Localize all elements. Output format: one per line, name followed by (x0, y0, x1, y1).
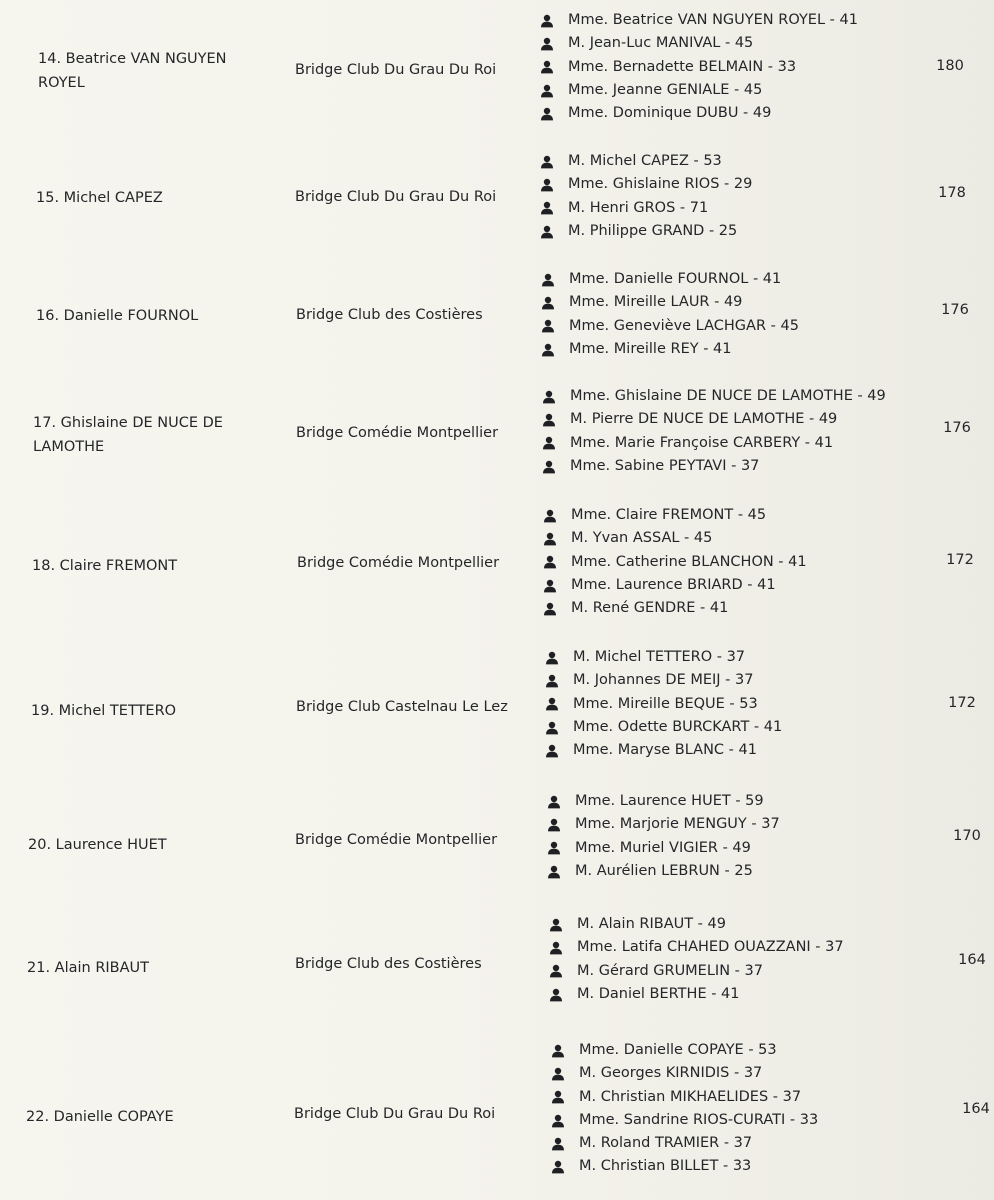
member-name: Mme. Mireille REY - 41 (569, 340, 732, 357)
person-icon (549, 918, 563, 932)
member-name: Mme. Odette BURCKART - 41 (573, 718, 783, 735)
person-icon (540, 14, 554, 28)
member-item (545, 739, 782, 762)
team-name: 14. Beatrice VAN NGUYEN ROYEL (38, 51, 227, 91)
team-points: 178 (938, 185, 966, 201)
person-icon (551, 1067, 565, 1081)
member-name: Mme. Claire FREMONT - 45 (571, 507, 767, 523)
member-list (540, 150, 752, 243)
team-name: 18. Claire FREMONT (32, 558, 178, 574)
member-item (540, 102, 858, 125)
member-item (545, 693, 782, 716)
member-name: M. Christian BILLET - 33 (579, 1158, 752, 1175)
member-name: Mme. Sabine PEYTAVI - 37 (570, 457, 760, 474)
person-icon (542, 436, 556, 450)
member-list (541, 268, 799, 361)
person-icon (540, 201, 554, 215)
member-item (540, 150, 752, 173)
member-name: M. Michel CAPEZ - 53 (568, 153, 722, 169)
person-icon (547, 841, 561, 855)
member-name: Mme. Ghislaine RIOS - 29 (568, 176, 753, 193)
member-item (549, 913, 844, 936)
member-name: Mme. Marie Françoise CARBERY - 41 (570, 434, 834, 451)
team-club: Bridge Club des Costières (296, 307, 483, 323)
member-name: Mme. Beatrice VAN NGUYEN ROYEL - 41 (568, 12, 858, 28)
member-name: M. Gérard GRUMELIN - 37 (577, 962, 763, 979)
person-icon (542, 390, 556, 404)
team-points: 172 (948, 695, 976, 711)
person-icon (549, 941, 563, 955)
member-name: Mme. Jeanne GENIALE - 45 (568, 81, 763, 98)
member-item (543, 504, 807, 527)
person-icon (540, 37, 554, 51)
person-icon (540, 178, 554, 192)
person-icon (545, 744, 559, 758)
team-name: 16. Danielle FOURNOL (36, 308, 199, 324)
member-item (540, 79, 858, 102)
member-item (543, 597, 807, 620)
member-list (545, 646, 782, 762)
member-item (549, 983, 844, 1006)
member-item (543, 551, 807, 574)
team-points: 172 (946, 552, 974, 568)
member-item (541, 315, 799, 338)
team-name: 22. Danielle COPAYE (26, 1109, 174, 1125)
person-icon (542, 460, 556, 474)
person-icon (545, 697, 559, 711)
member-item (547, 860, 780, 883)
member-item (540, 197, 752, 220)
person-icon (547, 818, 561, 832)
member-name: M. Alain RIBAUT - 49 (577, 916, 726, 932)
member-item (540, 9, 858, 32)
team-points: 170 (953, 828, 981, 844)
member-item (551, 1132, 818, 1155)
member-name: Mme. Danielle COPAYE - 53 (579, 1042, 777, 1058)
member-item (545, 716, 782, 739)
person-icon (547, 795, 561, 809)
member-name: M. Jean-Luc MANIVAL - 45 (568, 35, 754, 52)
member-name: M. Pierre DE NUCE DE LAMOTHE - 49 (570, 411, 838, 428)
member-item (551, 1155, 818, 1178)
member-item (543, 527, 807, 550)
member-name: M. Christian MIKHAELIDES - 37 (579, 1088, 802, 1105)
member-list (547, 790, 780, 883)
member-list (540, 9, 858, 125)
team-club: Bridge Comédie Montpellier (297, 555, 500, 571)
member-name: Mme. Geneviève LACHGAR - 45 (569, 317, 799, 334)
member-item (545, 646, 782, 669)
member-item (547, 813, 780, 836)
team-points: 176 (941, 302, 969, 318)
member-name: Mme. Catherine BLANCHON - 41 (571, 553, 807, 570)
member-name: M. René GENDRE - 41 (571, 600, 729, 617)
member-name: Mme. Bernadette BELMAIN - 33 (568, 58, 797, 75)
member-item (540, 220, 752, 243)
member-list (549, 913, 844, 1006)
member-item (549, 960, 844, 983)
person-icon (545, 721, 559, 735)
team-points: 176 (943, 420, 971, 436)
team-points: 164 (958, 952, 986, 968)
person-icon (541, 343, 555, 357)
member-item (543, 574, 807, 597)
member-name: Mme. Laurence BRIARD - 41 (571, 576, 776, 593)
person-icon (543, 509, 557, 523)
person-icon (540, 60, 554, 74)
person-icon (551, 1090, 565, 1104)
person-icon (551, 1160, 565, 1174)
member-name: M. Johannes DE MEIJ - 37 (573, 672, 754, 689)
member-item (551, 1109, 818, 1132)
member-item (551, 1086, 818, 1109)
person-icon (549, 988, 563, 1002)
person-icon (551, 1137, 565, 1151)
person-icon (549, 964, 563, 978)
member-item (541, 291, 799, 314)
team-club: Bridge Club Du Grau Du Roi (294, 1106, 496, 1122)
person-icon (541, 319, 555, 333)
person-icon (540, 84, 554, 98)
member-name: M. Henri GROS - 71 (568, 199, 709, 216)
person-icon (540, 225, 554, 239)
team-club: Bridge Club Du Grau Du Roi (295, 189, 497, 205)
member-name: Mme. Marjorie MENGUY - 37 (575, 816, 780, 833)
team-name: 21. Alain RIBAUT (27, 960, 150, 976)
person-icon (547, 865, 561, 879)
member-item (551, 1062, 818, 1085)
member-name: M. Yvan ASSAL - 45 (571, 530, 713, 547)
member-item (551, 1039, 818, 1062)
member-list (543, 504, 807, 620)
team-club: Bridge Club Du Grau Du Roi (295, 62, 497, 78)
member-item (541, 338, 799, 361)
person-icon (545, 674, 559, 688)
member-name: Mme. Mireille BEQUE - 53 (573, 695, 758, 712)
member-name: Mme. Mireille LAUR - 49 (569, 294, 743, 311)
member-name: M. Georges KIRNIDIS - 37 (579, 1065, 763, 1082)
team-club: Bridge Club des Costières (295, 956, 482, 972)
member-name: Mme. Latifa CHAHED OUAZZANI - 37 (577, 939, 844, 956)
member-name: Mme. Sandrine RIOS-CURATI - 33 (579, 1111, 819, 1128)
member-name: M. Aurélien LEBRUN - 25 (575, 862, 753, 879)
member-item (549, 936, 844, 959)
member-item (542, 432, 886, 455)
member-list (551, 1039, 818, 1179)
member-name: Mme. Maryse BLANC - 41 (573, 742, 757, 759)
person-icon (540, 155, 554, 169)
member-name: M. Daniel BERTHE - 41 (577, 985, 740, 1002)
team-name: 19. Michel TETTERO (31, 703, 177, 719)
member-list (542, 385, 886, 478)
member-name: M. Roland TRAMIER - 37 (579, 1135, 753, 1152)
member-item (540, 173, 752, 196)
person-icon (543, 602, 557, 616)
member-item (542, 455, 886, 478)
person-icon (541, 273, 555, 287)
member-name: Mme. Ghislaine DE NUCE DE LAMOTHE - 49 (570, 388, 886, 404)
person-icon (543, 555, 557, 569)
member-name: Mme. Danielle FOURNOL - 41 (569, 271, 782, 287)
team-name: 17. Ghislaine DE NUCE DE LAMOTHE (33, 415, 223, 455)
team-club: Bridge Club Castelnau Le Lez (296, 699, 508, 715)
member-item (540, 56, 858, 79)
member-item (545, 669, 782, 692)
member-item (542, 408, 886, 431)
member-name: M. Philippe GRAND - 25 (568, 222, 738, 239)
member-name: M. Michel TETTERO - 37 (573, 649, 746, 665)
team-points: 180 (936, 58, 964, 74)
person-icon (542, 413, 556, 427)
member-name: Mme. Muriel VIGIER - 49 (575, 839, 751, 856)
person-icon (551, 1044, 565, 1058)
team-points: 164 (962, 1101, 990, 1117)
person-icon (541, 296, 555, 310)
team-club: Bridge Comédie Montpellier (296, 425, 499, 441)
person-icon (540, 107, 554, 121)
person-icon (551, 1114, 565, 1128)
team-name: 20. Laurence HUET (28, 837, 167, 853)
member-item (542, 385, 886, 408)
person-icon (543, 532, 557, 546)
member-item (541, 268, 799, 291)
member-item (540, 32, 858, 55)
person-icon (543, 579, 557, 593)
team-name: 15. Michel CAPEZ (36, 190, 163, 206)
person-icon (545, 651, 559, 665)
member-item (547, 837, 780, 860)
member-name: Mme. Laurence HUET - 59 (575, 793, 764, 809)
member-name: Mme. Dominique DUBU - 49 (568, 105, 772, 122)
team-club: Bridge Comédie Montpellier (295, 832, 498, 848)
member-item (547, 790, 780, 813)
